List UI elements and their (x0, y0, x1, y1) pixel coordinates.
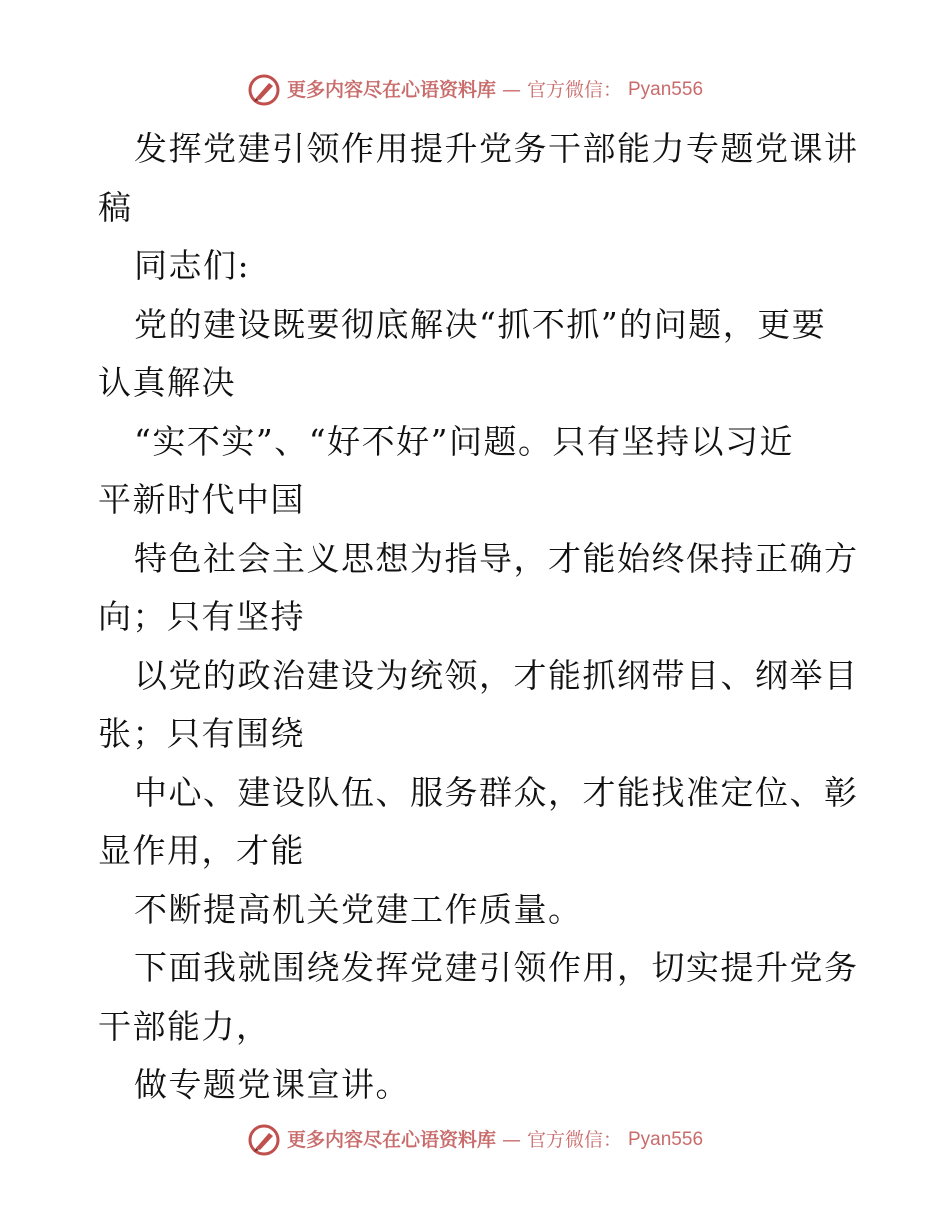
banner-dash: — (501, 79, 521, 101)
paragraph-line: “实不实”、“好不好”问题。只有坚持以习近 (134, 421, 794, 461)
banner-wechat-id: Pyan556 (628, 1129, 704, 1150)
banner-side-text: 官方微信： (526, 1129, 622, 1151)
paragraph-line: 不断提高机关党建工作质量。 (134, 889, 583, 929)
pen-logo-icon (247, 1123, 281, 1157)
title-line-2: 稿 (98, 187, 133, 227)
paragraph-line: 特色社会主义思想为指导，才能始终保持正确方 (134, 538, 859, 578)
paragraph-line: 向；只有坚持 (98, 597, 305, 636)
salutation: 同志们: (134, 246, 251, 285)
banner-main-text: 更多内容尽在心语资料库 (286, 79, 496, 101)
banner-dash: — (501, 1129, 521, 1151)
paragraph-line: 下面我就围绕发挥党建引领作用，切实提升党务 (134, 948, 859, 987)
title-line-1: 发挥党建引领作用提升党务干部能力专题党课讲 (134, 129, 859, 168)
paragraph-line: 平新时代中国 (98, 480, 305, 519)
banner-wechat-id: Pyan556 (628, 79, 704, 100)
paragraph-line: 以党的政治建设为统领，才能抓纲带目、纲举目 (134, 655, 859, 695)
pen-logo-icon (247, 73, 281, 107)
paragraph-line: 做专题党课宣讲。 (134, 1065, 410, 1104)
banner-side-text: 官方微信： (526, 79, 622, 101)
document-body (98, 120, 858, 1115)
footer-banner (0, 1120, 950, 1160)
paragraph-line: 显作用，才能 (98, 831, 305, 870)
paragraph-line: 干部能力， (98, 1006, 271, 1046)
paragraph-line: 中心、建设队伍、服务群众，才能找准定位、彰 (134, 772, 859, 812)
header-banner (0, 70, 950, 110)
paragraph-line: 认真解决 (98, 363, 236, 402)
paragraph-line: 张；只有围绕 (98, 714, 305, 753)
paragraph-line: 党的建设既要彻底解决“抓不抓”的问题，更要 (134, 304, 827, 344)
banner-main-text: 更多内容尽在心语资料库 (286, 1129, 496, 1151)
